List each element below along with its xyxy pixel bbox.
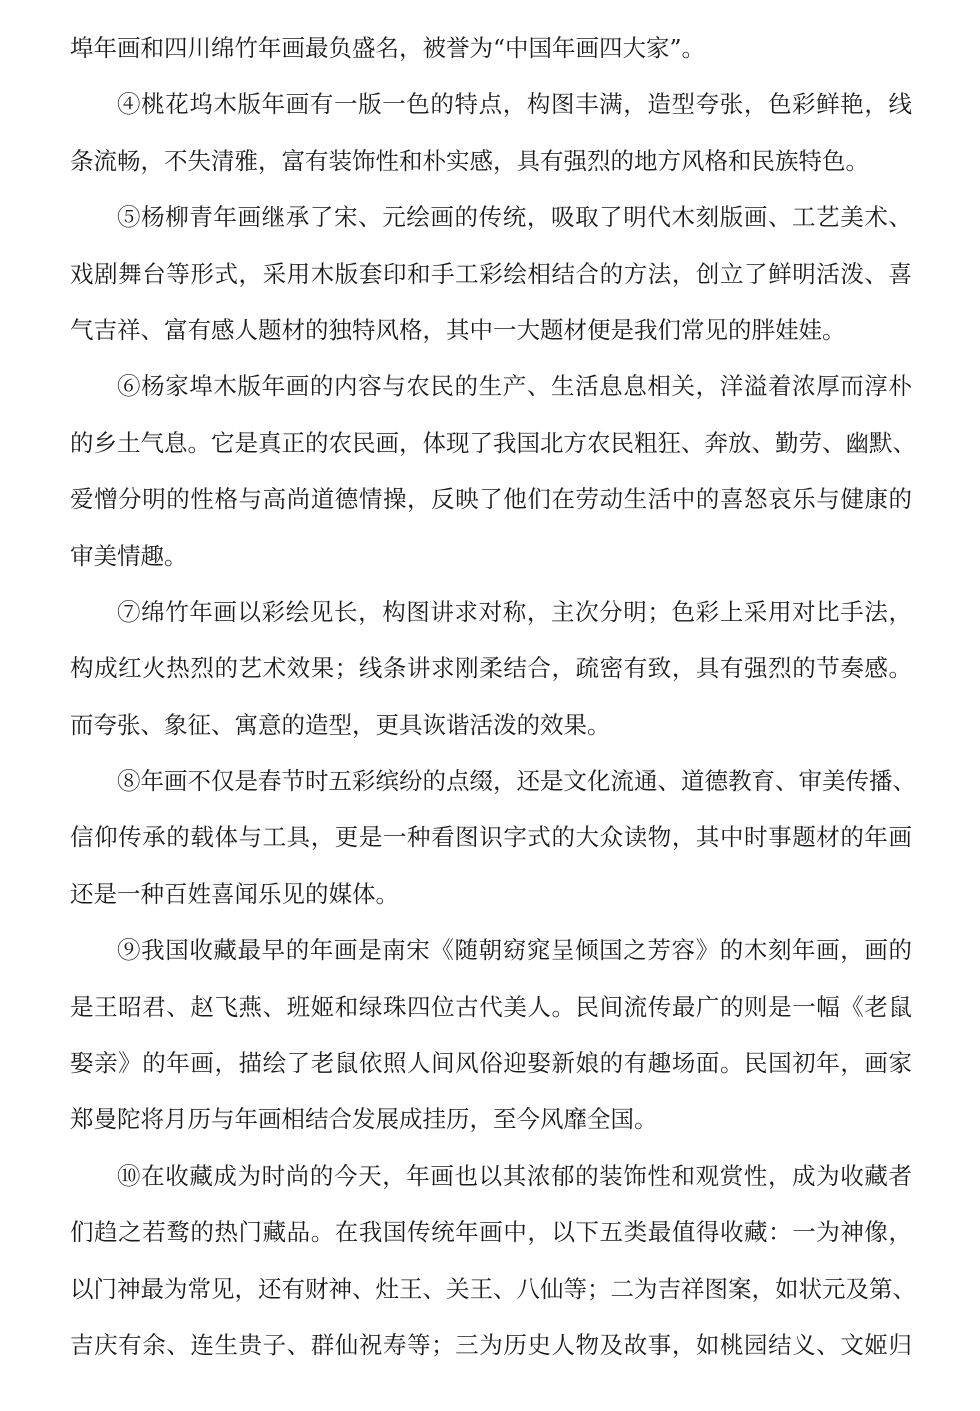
paragraph-6 bbox=[70, 358, 916, 584]
text-line: ⑥杨家埠木版年画的内容与农民的生产、生活息息相关，洋溢着浓厚而淳朴 bbox=[117, 372, 912, 401]
text-line: 以门神最为常见，还有财神、灶王、关王、八仙等；二为吉祥图案，如状元及第、 bbox=[70, 1274, 916, 1303]
text-line: 构成红火热烈的艺术效果；线条讲求刚柔结合，疏密有致，具有强烈的节奏感。 bbox=[70, 654, 912, 683]
text-line: 而夸张、象征、寓意的造型，更具诙谐活泼的效果。 bbox=[70, 710, 611, 739]
text-line: 条流畅，不失清雅，富有装饰性和朴实感，具有强烈的地方风格和民族特色。 bbox=[70, 146, 869, 175]
text-line: 埠年画和四川绵竹年画最负盛名，被誉为“中国年画四大家”。 bbox=[70, 34, 706, 62]
text-line: 娶亲》的年画，描绘了老鼠依照人间风俗迎娶新娘的有趣场面。民国初年，画家 bbox=[70, 1049, 912, 1078]
paragraph-4 bbox=[70, 76, 912, 189]
paragraph-7 bbox=[70, 584, 912, 753]
text-line: 审美情趣。 bbox=[70, 541, 188, 570]
text-line: 们趋之若鹜的热门藏品。在我国传统年画中，以下五类最值得收藏：一为神像， bbox=[70, 1218, 912, 1247]
text-line: 还是一种百姓喜闻乐见的媒体。 bbox=[70, 879, 399, 908]
paragraph-continuation bbox=[70, 20, 912, 76]
text-line: 气吉祥、富有感人题材的独特风格，其中一大题材便是我们常见的胖娃娃。 bbox=[70, 315, 846, 344]
text-line: 戏剧舞台等形式，采用木版套印和手工彩绘相结合的方法，创立了鲜明活泼、喜 bbox=[70, 259, 912, 288]
paragraph-5 bbox=[70, 189, 912, 358]
text-line: ⑦绵竹年画以彩绘见长，构图讲求对称，主次分明；色彩上采用对比手法， bbox=[117, 597, 912, 626]
text-line: 的乡土气息。它是真正的农民画，体现了我国北方农民粗狂、奔放、勤劳、幽默、 bbox=[70, 428, 916, 457]
text-line: ④桃花坞木版年画有一版一色的特点，构图丰满，造型夸张，色彩鲜艳，线 bbox=[117, 90, 912, 119]
text-line: 爱憎分明的性格与高尚道德情操，反映了他们在劳动生活中的喜怒哀乐与健康的 bbox=[70, 485, 912, 514]
paragraph-8 bbox=[70, 753, 916, 922]
text-line: ⑤杨柳青年画继承了宋、元绘画的传统，吸取了明代木刻版画、工艺美术、 bbox=[117, 203, 912, 232]
text-line: 信仰传承的载体与工具，更是一种看图识字式的大众读物，其中时事题材的年画 bbox=[70, 823, 912, 852]
paragraph-10 bbox=[70, 1148, 916, 1374]
text-line: 吉庆有余、连生贵子、群仙祝寿等；三为历史人物及故事，如桃园结义、文姬归 bbox=[70, 1330, 912, 1359]
text-line: 是王昭君、赵飞燕、班姬和绿珠四位古代美人。民间流传最广的则是一幅《老鼠 bbox=[70, 992, 912, 1021]
paragraph-9 bbox=[70, 922, 912, 1148]
text-line: ⑧年画不仅是春节时五彩缤纷的点缀，还是文化流通、道德教育、审美传播、 bbox=[117, 767, 916, 796]
text-line: ⑩在收藏成为时尚的今天，年画也以其浓郁的装饰性和观赏性，成为收藏者 bbox=[117, 1161, 912, 1190]
text-line: 郑曼陀将月历与年画相结合发展成挂历，至今风靡全国。 bbox=[70, 1105, 658, 1134]
document-page bbox=[70, 20, 916, 1373]
text-line: ⑨我国收藏最早的年画是南宋《随朝窈窕呈倾国之芳容》的木刻年画，画的 bbox=[117, 936, 912, 965]
